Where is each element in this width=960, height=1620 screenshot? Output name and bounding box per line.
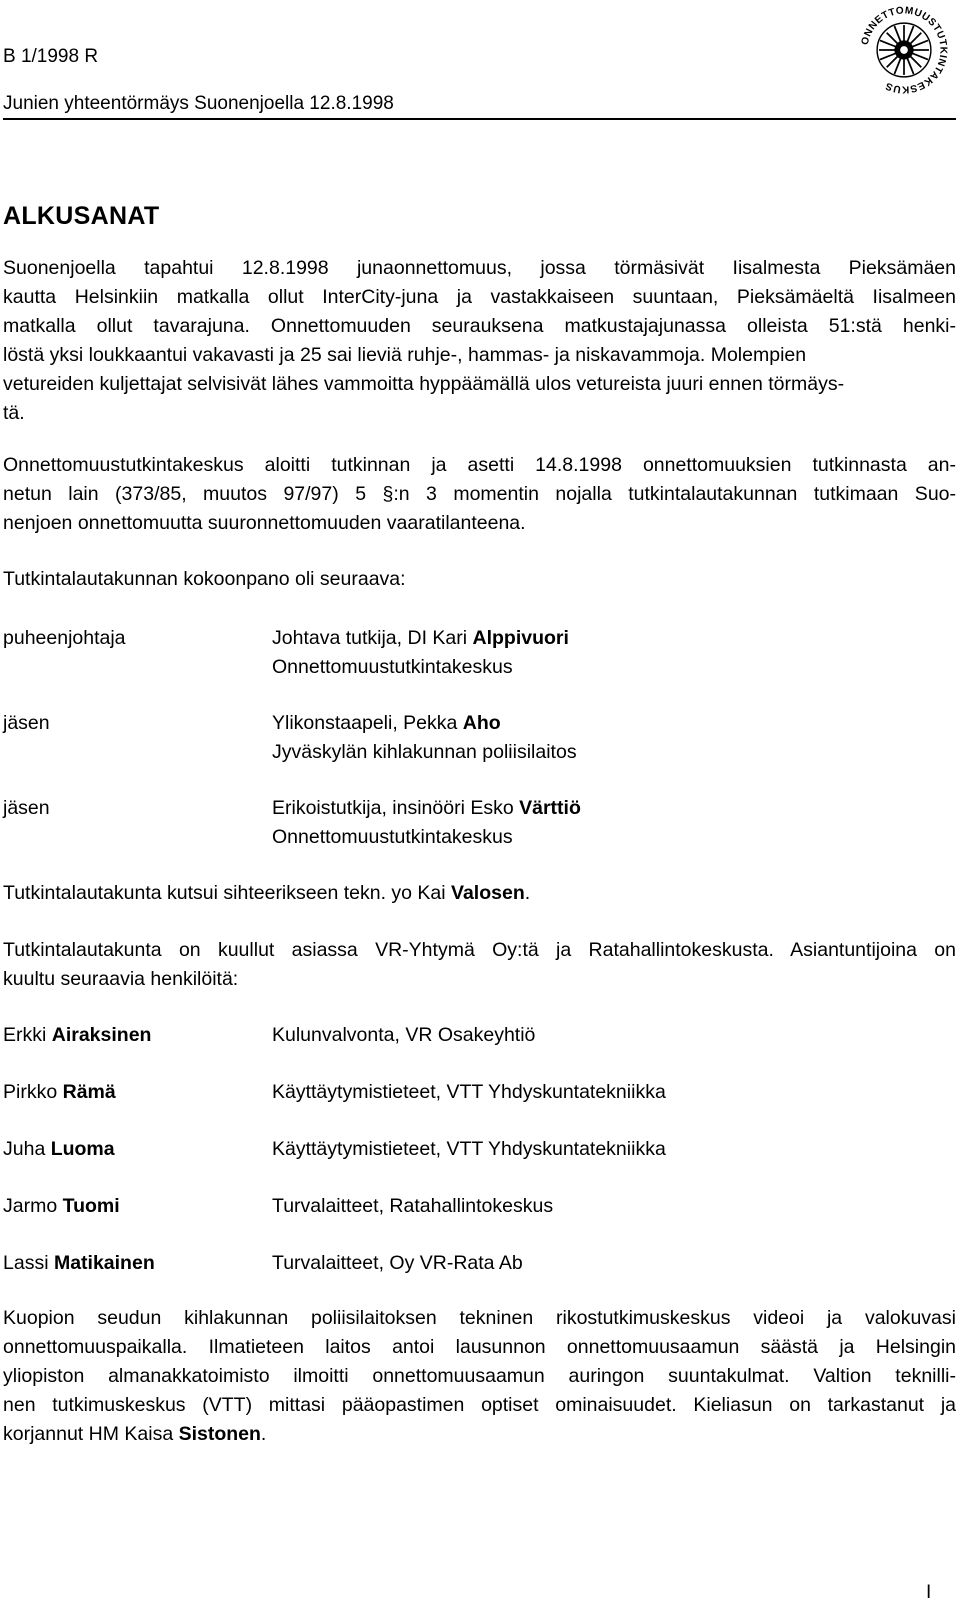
paragraph-line: Kuopion seudun kihlakunnan poliisilaitoksen tekninen rikostutkimuskeskus videoi ja valokuvasi xyxy=(3,1307,956,1329)
member-surname: Alppivuori xyxy=(472,627,569,649)
committee-role: jäsen xyxy=(3,797,50,819)
committee-role: puheenjohtaja xyxy=(3,627,126,649)
page-number: I xyxy=(926,1582,932,1603)
logo-text: ONNETTOMUUSTUTKINTAKESKUS xyxy=(859,5,949,95)
expert-name: Jarmo Tuomi xyxy=(3,1195,120,1217)
committee-member: Erikoistutkija, insinööri Esko Värttiö xyxy=(272,797,581,819)
paragraph-line: yliopiston almanakkatoimisto ilmoitti onnettomuusaamun auringon suuntakulmat. Valtion teknilli- xyxy=(3,1365,956,1387)
section-heading: ALKUSANAT xyxy=(3,202,160,230)
paragraph-line: kautta Helsinkiin matkalla ollut InterCity-juna ja vastakkaiseen suuntaan, Pieksämäeltä Iisalmeen xyxy=(3,286,956,308)
expert-field: Kulunvalvonta, VR Osakeyhtiö xyxy=(272,1024,536,1046)
paragraph-line: Suonenjoella tapahtui 12.8.1998 junaonnettomuus, jossa törmäsivät Iisalmesta Pieksämäen xyxy=(3,257,956,279)
document-title: Junien yhteentörmäys Suonenjoella 12.8.1998 xyxy=(3,93,394,114)
paragraph-line: vetureiden kuljettajat selvisivät lähes vammoitta hyppäämällä ulos vetureista juuri ennen törmäys- xyxy=(3,373,845,395)
committee-org: Onnettomuustutkintakeskus xyxy=(272,656,513,678)
committee-org: Jyväskylän kihlakunnan poliisilaitos xyxy=(272,741,577,763)
paragraph-line: kuultu seuraavia henkilöitä: xyxy=(3,968,239,990)
paragraph-line: matkalla ollut tavarajuna. Onnettomuuden seurauksena matkustajajunassa olleista 51:stä henki- xyxy=(3,315,956,337)
expert-name: Lassi Matikainen xyxy=(3,1252,155,1274)
paragraph-line: Tutkintalautakunta kutsui sihteerikseen tekn. yo Kai Valosen. xyxy=(3,882,531,904)
expert-field: Turvalaitteet, Ratahallintokeskus xyxy=(272,1195,554,1217)
paragraph-line: korjannut HM Kaisa Sistonen. xyxy=(3,1423,267,1445)
expert-name: Pirkko Rämä xyxy=(3,1081,116,1103)
paragraph-line: tä. xyxy=(3,402,25,424)
paragraph-line: netun lain (373/85, muutos 97/97) 5 §:n 3 momentin nojalla tutkintalautakunnan tutkimaan Suo- xyxy=(3,483,956,505)
expert-field: Käyttäytymistieteet, VTT Yhdyskuntatekniikka xyxy=(272,1081,666,1103)
accident-investigation-board-seal-logo xyxy=(856,2,952,98)
reviewer-surname: Sistonen xyxy=(178,1423,261,1445)
secretary-surname: Valosen xyxy=(451,882,525,904)
paragraph-line: löstä yksi loukkaantui vakavasti ja 25 sai lieviä ruhje-, hammas- ja niskavammoja. Molempien xyxy=(3,344,807,366)
member-surname: Värttiö xyxy=(519,797,581,819)
paragraph-line: Tutkintalautakunta on kuullut asiassa VR-Yhtymä Oy:tä ja Ratahallintokeskusta. Asiantuntijoina on xyxy=(3,939,956,961)
committee-org: Onnettomuustutkintakeskus xyxy=(272,826,513,848)
document-id: B 1/1998 R xyxy=(3,46,99,67)
committee-role: jäsen xyxy=(3,712,50,734)
paragraph-line: nen tutkimuskeskus (VTT) mittasi pääopastimen optiset ominaisuudet. Kieliasun on tarkastanut ja xyxy=(3,1394,956,1416)
expert-field: Turvalaitteet, Oy VR-Rata Ab xyxy=(272,1252,523,1274)
committee-member: Johtava tutkija, DI Kari Alppivuori xyxy=(272,627,569,649)
header-divider xyxy=(3,118,956,120)
paragraph-line: Onnettomuustutkintakeskus aloitti tutkinnan ja asetti 14.8.1998 onnettomuuksien tutkinnasta an- xyxy=(3,454,956,476)
expert-field: Käyttäytymistieteet, VTT Yhdyskuntatekniikka xyxy=(272,1138,666,1160)
member-surname: Aho xyxy=(462,712,501,734)
expert-name: Erkki Airaksinen xyxy=(3,1024,152,1046)
paragraph-line: nenjoen onnettomuutta suuronnettomuuden vaaratilanteena. xyxy=(3,512,526,534)
paragraph-line: onnettomuuspaikalla. Ilmatieteen laitos antoi lausunnon onnettomuusaamun säästä ja Helsingin xyxy=(3,1336,956,1358)
paragraph-line: Tutkintalautakunnan kokoonpano oli seuraava: xyxy=(3,568,406,590)
expert-name: Juha Luoma xyxy=(3,1138,115,1160)
committee-member: Ylikonstaapeli, Pekka Aho xyxy=(272,712,501,734)
